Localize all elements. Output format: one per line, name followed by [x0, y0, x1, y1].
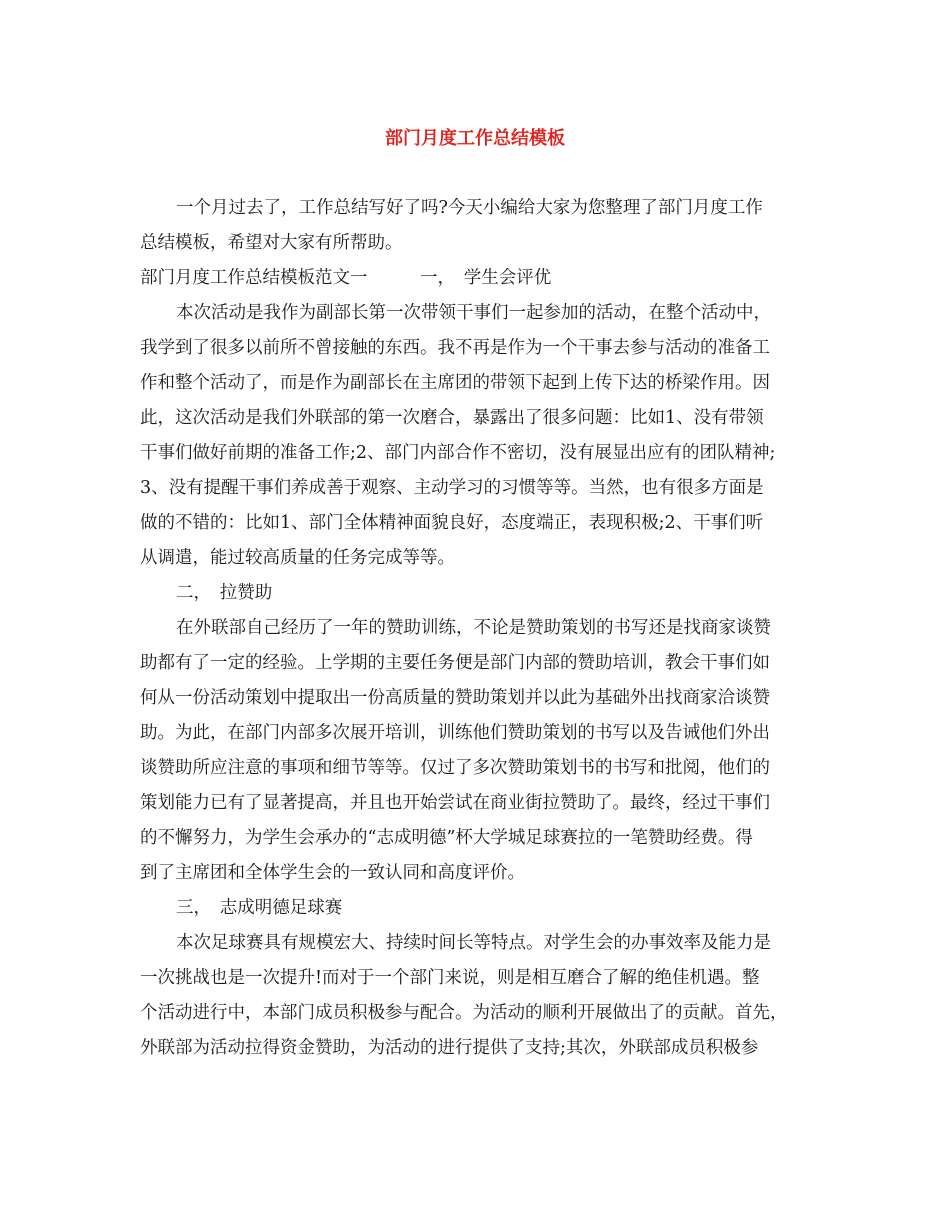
- body-line: 到了主席团和全体学生会的一致认同和高度评价。: [140, 863, 525, 883]
- body-line: 一次挑战也是一次提升!而对于一个部门来说，则是相互磨合了解的绝佳机遇。整: [140, 968, 760, 988]
- body-line: 助。为此，在部门内部多次展开培训，训练他们赞助策划的书写以及告诫他们外出: [140, 723, 770, 743]
- body-line: 干事们做好前期的准备工作;2、部门内部合作不密切，没有展显出应有的团队精神;: [140, 443, 776, 463]
- section-heading: 二， 拉赞助: [176, 583, 273, 603]
- body-line: 何从一份活动策划中提取出一份高质量的赞助策划并以此为基础外出找商家洽谈赞: [140, 688, 770, 708]
- body-line: 本次活动是我作为副部长第一次带领干事们一起参加的活动，在整个活动中，: [176, 303, 771, 323]
- section-heading: 部门月度工作总结模板范文一 一， 学生会评优: [140, 268, 552, 288]
- body-line: 我学到了很多以前所不曾接触的东西。我不再是作为一个干事去参与活动的准备工: [140, 338, 770, 358]
- body-line: 个活动进行中，本部门成员积极参与配合。为活动的顺利开展做出了的贡献。首先，: [140, 1003, 788, 1023]
- body-line: 总结模板，希望对大家有所帮助。: [140, 233, 403, 253]
- body-line: 本次足球赛具有规模宏大、持续时间长等特点。对学生会的办事效率及能力是: [176, 933, 771, 953]
- body-line: 从调遣，能过较高质量的任务完成等等。: [140, 548, 455, 568]
- body-line: 助都有了一定的经验。上学期的主要任务便是部门内部的赞助培训，教会干事们如: [140, 653, 770, 673]
- body-line: 做的不错的：比如1、部门全体精神面貌良好，态度端正，表现积极;2、干事们听: [140, 513, 764, 533]
- body-line: 一个月过去了，工作总结写好了吗?今天小编给大家为您整理了部门月度工作: [176, 198, 763, 218]
- document-title: 部门月度工作总结模板: [385, 128, 565, 149]
- body-line: 作和整个活动了，而是作为副部长在主席团的带领下起到上传下达的桥梁作用。因: [140, 373, 770, 393]
- body-line: 策划能力已有了显著提高，并且也开始尝试在商业街拉赞助了。最终，经过干事们: [140, 793, 770, 813]
- body-line: 外联部为活动拉得资金赞助，为活动的进行提供了支持;其次，外联部成员积极参: [140, 1038, 759, 1058]
- body-line: 的不懈努力，为学生会承办的“志成明德”杯大学城足球赛拉的一笔赞助经费。得: [140, 828, 753, 848]
- body-line: 谈赞助所应注意的事项和细节等等。仅过了多次赞助策划书的书写和批阅，他们的: [140, 758, 770, 778]
- body-line: 3、没有提醒干事们养成善于观察、主动学习的习惯等等。当然，也有很多方面是: [140, 478, 764, 498]
- body-line: 此，这次活动是我们外联部的第一次磨合，暴露出了很多问题：比如1、没有带领: [140, 408, 764, 428]
- section-heading: 三， 志成明德足球赛: [176, 898, 343, 918]
- body-line: 在外联部自己经历了一年的赞助训练，不论是赞助策划的书写还是找商家谈赞: [176, 618, 771, 638]
